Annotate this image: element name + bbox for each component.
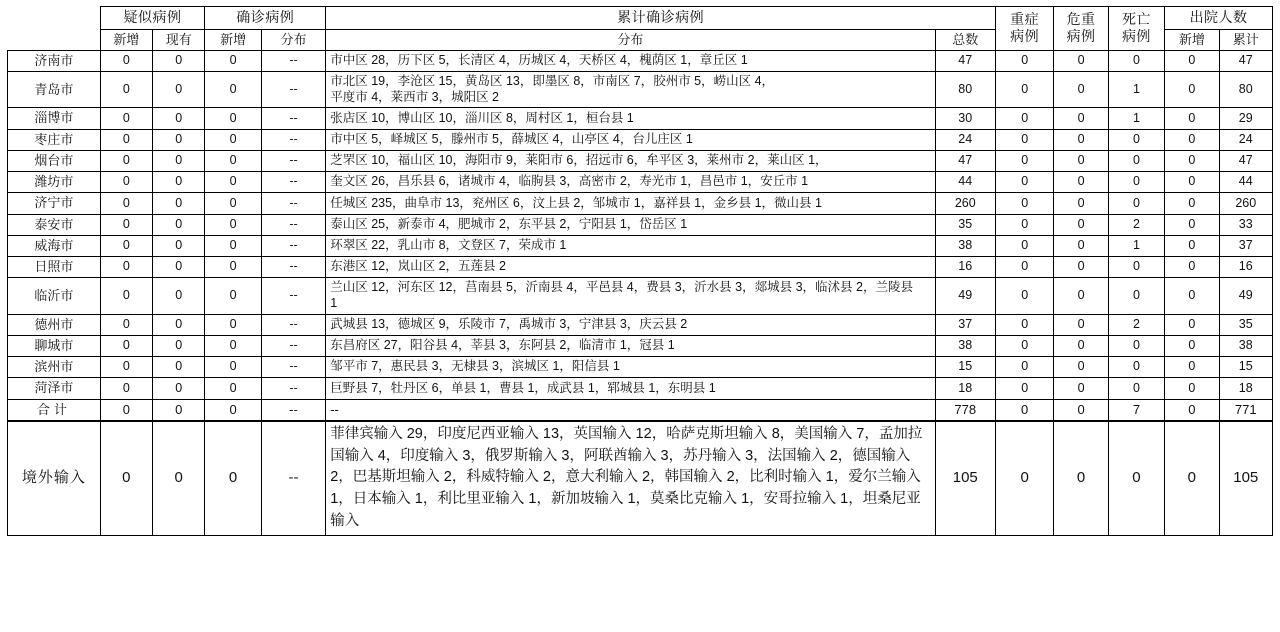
cell-confirmed-new: 0 (205, 357, 261, 378)
cell-confirmed-distribution: -- (261, 172, 325, 193)
cell-severe: 0 (995, 72, 1053, 108)
cell-confirmed-distribution: -- (261, 357, 325, 378)
header-critical-line2: 病例 (1066, 28, 1096, 45)
cell-suspected-current: 0 (153, 378, 205, 399)
cell-severe: 0 (995, 172, 1053, 193)
cell-death: 0 (1108, 278, 1164, 314)
cell-suspected-current: 0 (153, 399, 205, 421)
cell-severe: 0 (995, 214, 1053, 235)
header-sub-confirmed-distribution: 分布 (261, 29, 325, 50)
cell-critical: 0 (1054, 129, 1108, 150)
cell-cumulative-total: 30 (935, 108, 995, 129)
header-death-line1: 死亡 (1121, 10, 1151, 27)
cell-severe: 0 (995, 108, 1053, 129)
row-city: 临沂市 (8, 278, 101, 314)
header-sub-cumulative-total: 总数 (935, 29, 995, 50)
cell-cumulative-total: 49 (935, 278, 995, 314)
cell-confirmed-new: 0 (205, 257, 261, 278)
header-row-groups (8, 7, 1273, 30)
cell-suspected-new: 0 (100, 72, 152, 108)
cell-discharged-cumulative: 80 (1219, 72, 1272, 108)
header-group-cumulative-confirmed: 累计确诊病例 (326, 7, 996, 30)
cell-discharged-new: 0 (1165, 235, 1219, 256)
row-city: 菏泽市 (8, 378, 101, 399)
row-city: 德州市 (8, 314, 101, 335)
row-city: 滨州市 (8, 357, 101, 378)
cell-discharged-new: 0 (1165, 421, 1219, 535)
cell-critical: 0 (1054, 50, 1108, 71)
cell-discharged-new: 0 (1165, 172, 1219, 193)
cell-cumulative-distribution: 市中区 28，历下区 5，长清区 4，历城区 4，天桥区 4，槐荫区 1，章丘区 1 (326, 50, 935, 71)
cell-death: 7 (1108, 399, 1164, 421)
cell-suspected-new: 0 (100, 150, 152, 171)
row-city: 境外输入 (8, 421, 101, 535)
row-city: 日照市 (8, 257, 101, 278)
cell-cumulative-distribution: 东昌府区 27，阳谷县 4，莘县 3，东阿县 2，临清市 1，冠县 1 (326, 335, 935, 356)
table-row (8, 357, 1273, 378)
cell-critical: 0 (1054, 421, 1108, 535)
cell-confirmed-distribution: -- (261, 193, 325, 214)
cell-death: 0 (1108, 378, 1164, 399)
cell-discharged-new: 0 (1165, 378, 1219, 399)
cell-death: 1 (1108, 108, 1164, 129)
cell-suspected-current: 0 (153, 50, 205, 71)
cell-critical: 0 (1054, 378, 1108, 399)
epidemic-table-sheet (0, 6, 1280, 632)
row-city: 泰安市 (8, 214, 101, 235)
cell-discharged-new: 0 (1165, 129, 1219, 150)
cell-death: 0 (1108, 129, 1164, 150)
cell-cumulative-distribution: 武城县 13，德城区 9，乐陵市 7，禹城市 3，宁津县 3，庆云县 2 (326, 314, 935, 335)
cell-discharged-new: 0 (1165, 193, 1219, 214)
cell-suspected-current: 0 (153, 278, 205, 314)
cell-cumulative-total: 105 (935, 421, 995, 535)
cell-discharged-cumulative: 105 (1219, 421, 1272, 535)
cell-discharged-new: 0 (1165, 50, 1219, 71)
cell-suspected-new: 0 (100, 108, 152, 129)
cell-cumulative-total: 47 (935, 150, 995, 171)
cell-suspected-new: 0 (100, 50, 152, 71)
cell-confirmed-distribution: -- (261, 314, 325, 335)
cell-death: 0 (1108, 50, 1164, 71)
row-city: 济南市 (8, 50, 101, 71)
table-row (8, 257, 1273, 278)
cell-discharged-new: 0 (1165, 150, 1219, 171)
cell-death: 0 (1108, 357, 1164, 378)
cell-cumulative-distribution: 芝罘区 10，福山区 10，海阳市 9，莱阳市 6，招远市 6，牟平区 3，莱州市 2，莱山区 1， (326, 150, 935, 171)
cell-discharged-cumulative: 35 (1219, 314, 1272, 335)
cell-discharged-cumulative: 260 (1219, 193, 1272, 214)
table-row-imported (8, 421, 1273, 535)
cell-suspected-new: 0 (100, 278, 152, 314)
cell-death: 0 (1108, 335, 1164, 356)
header-severe-line2: 病例 (1010, 28, 1040, 45)
cell-confirmed-new: 0 (205, 214, 261, 235)
cell-confirmed-new: 0 (205, 421, 261, 535)
cell-suspected-current: 0 (153, 172, 205, 193)
header-sub-cumulative-distribution: 分布 (326, 29, 935, 50)
cell-severe: 0 (995, 150, 1053, 171)
cell-confirmed-new: 0 (205, 193, 261, 214)
row-city: 潍坊市 (8, 172, 101, 193)
cell-suspected-current: 0 (153, 72, 205, 108)
cell-discharged-new: 0 (1165, 357, 1219, 378)
cell-cumulative-distribution: 环翠区 22，乳山市 8，文登区 7，荣成市 1 (326, 235, 935, 256)
cell-discharged-new: 0 (1165, 257, 1219, 278)
header-group-discharged: 出院人数 (1165, 7, 1273, 30)
cell-suspected-current: 0 (153, 335, 205, 356)
table-row (8, 235, 1273, 256)
cell-confirmed-distribution: -- (261, 378, 325, 399)
cell-death: 1 (1108, 235, 1164, 256)
cell-suspected-current: 0 (153, 357, 205, 378)
cell-cumulative-distribution: 张店区 10，博山区 10，淄川区 8，周村区 1，桓台县 1 (326, 108, 935, 129)
cell-critical: 0 (1054, 72, 1108, 108)
cell-discharged-new: 0 (1165, 214, 1219, 235)
cell-death: 0 (1108, 193, 1164, 214)
row-city: 青岛市 (8, 72, 101, 108)
header-sub-discharged-cumulative: 累计 (1219, 29, 1272, 50)
header-group-death (1108, 7, 1164, 51)
cell-death: 0 (1108, 150, 1164, 171)
header-group-severe (995, 7, 1053, 51)
header-death-line2: 病例 (1121, 28, 1151, 45)
cell-cumulative-distribution: 东港区 12，岚山区 2，五莲县 2 (326, 257, 935, 278)
cell-suspected-current: 0 (153, 193, 205, 214)
cell-severe: 0 (995, 421, 1053, 535)
cell-discharged-cumulative: 24 (1219, 129, 1272, 150)
header-group-confirmed: 确诊病例 (205, 7, 326, 30)
cell-severe: 0 (995, 357, 1053, 378)
cell-cumulative-total: 24 (935, 129, 995, 150)
table-body (8, 50, 1273, 535)
cell-cumulative-distribution: 泰山区 25，新泰市 4，肥城市 2，东平县 2，宁阳县 1，岱岳区 1 (326, 214, 935, 235)
header-sub-confirmed-new: 新增 (205, 29, 261, 50)
cell-suspected-new: 0 (100, 357, 152, 378)
cell-suspected-new: 0 (100, 399, 152, 421)
cell-suspected-current: 0 (153, 421, 205, 535)
header-corner-cell (8, 7, 101, 51)
cell-confirmed-new: 0 (205, 172, 261, 193)
cell-death: 0 (1108, 257, 1164, 278)
cell-confirmed-distribution: -- (261, 278, 325, 314)
cell-suspected-current: 0 (153, 150, 205, 171)
cell-confirmed-distribution: -- (261, 129, 325, 150)
cell-cumulative-total: 35 (935, 214, 995, 235)
cell-confirmed-new: 0 (205, 72, 261, 108)
cell-discharged-cumulative: 16 (1219, 257, 1272, 278)
row-city: 聊城市 (8, 335, 101, 356)
cell-critical: 0 (1054, 357, 1108, 378)
cell-cumulative-distribution: 巨野县 7，牡丹区 6，单县 1，曹县 1，成武县 1，郓城县 1，东明县 1 (326, 378, 935, 399)
cell-death: 2 (1108, 214, 1164, 235)
cell-confirmed-distribution: -- (261, 108, 325, 129)
cell-discharged-new: 0 (1165, 399, 1219, 421)
cell-cumulative-total: 15 (935, 357, 995, 378)
cell-discharged-cumulative: 771 (1219, 399, 1272, 421)
table-row (8, 335, 1273, 356)
cell-severe: 0 (995, 278, 1053, 314)
cell-death: 0 (1108, 421, 1164, 535)
table-row (8, 378, 1273, 399)
cell-death: 0 (1108, 172, 1164, 193)
cell-death: 1 (1108, 72, 1164, 108)
cell-discharged-cumulative: 38 (1219, 335, 1272, 356)
cell-suspected-current: 0 (153, 108, 205, 129)
table-row (8, 278, 1273, 314)
table-row-total (8, 399, 1273, 421)
cell-discharged-cumulative: 47 (1219, 50, 1272, 71)
cell-confirmed-distribution: -- (261, 214, 325, 235)
header-severe-line1: 重症 (1010, 10, 1040, 27)
cell-suspected-new: 0 (100, 193, 152, 214)
row-city: 威海市 (8, 235, 101, 256)
cell-severe: 0 (995, 193, 1053, 214)
cell-critical: 0 (1054, 235, 1108, 256)
table-row (8, 72, 1273, 108)
table-header (8, 7, 1273, 51)
cell-cumulative-total: 80 (935, 72, 995, 108)
header-sub-suspected-current: 现有 (153, 29, 205, 50)
cell-cumulative-distribution: -- (326, 399, 935, 421)
cell-confirmed-new: 0 (205, 150, 261, 171)
cell-cumulative-distribution: 菲律宾输入 29，印度尼西亚输入 13，英国输入 12，哈萨克斯坦输入 8，美国输入 7，孟加拉国输入 4，印度输入 3，俄罗斯输入 3，阿联酋输入 3，苏丹输入 3，法国输入 2，德国输入 2，巴基斯坦输入 2，科威特输入 2，意大利输入 2，韩国输入 2，比利时输入 1，爱尔兰输入 1，日本输入 1，利比里亚输入 1，新加坡输入 1，莫桑比克输入 1，安哥拉输入 1，坦桑尼亚输入 (326, 421, 935, 535)
cell-discharged-cumulative: 49 (1219, 278, 1272, 314)
epidemic-statistics-table (7, 6, 1273, 536)
cell-discharged-new: 0 (1165, 108, 1219, 129)
cell-discharged-cumulative: 18 (1219, 378, 1272, 399)
table-row (8, 108, 1273, 129)
cell-confirmed-new: 0 (205, 235, 261, 256)
cell-discharged-cumulative: 15 (1219, 357, 1272, 378)
cell-cumulative-total: 38 (935, 335, 995, 356)
header-group-critical (1054, 7, 1108, 51)
cell-critical: 0 (1054, 399, 1108, 421)
header-sub-discharged-new: 新增 (1165, 29, 1219, 50)
cell-suspected-new: 0 (100, 335, 152, 356)
cell-severe: 0 (995, 378, 1053, 399)
cell-confirmed-distribution: -- (261, 150, 325, 171)
row-city: 济宁市 (8, 193, 101, 214)
cell-suspected-current: 0 (153, 314, 205, 335)
header-group-suspected: 疑似病例 (100, 7, 205, 30)
cell-cumulative-distribution: 市中区 5，峄城区 5，滕州市 5，薛城区 4，山亭区 4，台儿庄区 1 (326, 129, 935, 150)
cell-cumulative-total: 44 (935, 172, 995, 193)
cell-discharged-cumulative: 29 (1219, 108, 1272, 129)
cell-cumulative-distribution: 奎文区 26，昌乐县 6，诸城市 4，临朐县 3，高密市 2，寿光市 1，昌邑市 1，安丘市 1 (326, 172, 935, 193)
table-row (8, 314, 1273, 335)
cell-severe: 0 (995, 399, 1053, 421)
cell-cumulative-distribution: 兰山区 12，河东区 12，莒南县 5，沂南县 4，平邑县 4，费县 3，沂水县 3，郯城县 3，临沭县 2，兰陵县 1 (326, 278, 935, 314)
cell-cumulative-distribution: 市北区 19，李沧区 15，黄岛区 13，即墨区 8，市南区 7，胶州市 5，崂山区 4， 平度市 4，莱西市 3，城阳区 2 (326, 72, 935, 108)
header-critical-line1: 危重 (1066, 10, 1096, 27)
cell-critical: 0 (1054, 335, 1108, 356)
cell-severe: 0 (995, 257, 1053, 278)
cell-suspected-new: 0 (100, 378, 152, 399)
cell-confirmed-distribution: -- (261, 72, 325, 108)
cell-suspected-current: 0 (153, 235, 205, 256)
cell-critical: 0 (1054, 193, 1108, 214)
cell-cumulative-total: 38 (935, 235, 995, 256)
cell-confirmed-new: 0 (205, 314, 261, 335)
cell-suspected-new: 0 (100, 172, 152, 193)
cell-critical: 0 (1054, 172, 1108, 193)
cell-discharged-new: 0 (1165, 314, 1219, 335)
cell-cumulative-total: 47 (935, 50, 995, 71)
cell-confirmed-distribution: -- (261, 235, 325, 256)
cell-confirmed-new: 0 (205, 335, 261, 356)
table-row (8, 50, 1273, 71)
cell-discharged-cumulative: 37 (1219, 235, 1272, 256)
cell-cumulative-total: 778 (935, 399, 995, 421)
cell-confirmed-new: 0 (205, 129, 261, 150)
row-city: 枣庄市 (8, 129, 101, 150)
cell-discharged-new: 0 (1165, 278, 1219, 314)
cell-suspected-current: 0 (153, 214, 205, 235)
cell-confirmed-distribution: -- (261, 399, 325, 421)
cell-cumulative-total: 18 (935, 378, 995, 399)
cell-critical: 0 (1054, 278, 1108, 314)
table-row (8, 129, 1273, 150)
cell-confirmed-new: 0 (205, 378, 261, 399)
cell-cumulative-total: 260 (935, 193, 995, 214)
cell-suspected-new: 0 (100, 257, 152, 278)
cell-critical: 0 (1054, 314, 1108, 335)
cell-suspected-new: 0 (100, 235, 152, 256)
cell-confirmed-new: 0 (205, 108, 261, 129)
header-sub-suspected-new: 新增 (100, 29, 152, 50)
cell-cumulative-total: 37 (935, 314, 995, 335)
cell-severe: 0 (995, 50, 1053, 71)
cell-cumulative-total: 16 (935, 257, 995, 278)
cell-discharged-cumulative: 44 (1219, 172, 1272, 193)
cell-cumulative-distribution: 邹平市 7，惠民县 3，无棣县 3，滨城区 1，阳信县 1 (326, 357, 935, 378)
cell-critical: 0 (1054, 108, 1108, 129)
cell-death: 2 (1108, 314, 1164, 335)
cell-severe: 0 (995, 335, 1053, 356)
cell-critical: 0 (1054, 214, 1108, 235)
cell-suspected-current: 0 (153, 129, 205, 150)
cell-discharged-cumulative: 33 (1219, 214, 1272, 235)
row-city: 淄博市 (8, 108, 101, 129)
table-row (8, 172, 1273, 193)
cell-suspected-new: 0 (100, 314, 152, 335)
cell-discharged-cumulative: 47 (1219, 150, 1272, 171)
cell-critical: 0 (1054, 150, 1108, 171)
table-row (8, 150, 1273, 171)
cell-confirmed-distribution: -- (261, 335, 325, 356)
cell-confirmed-new: 0 (205, 399, 261, 421)
cell-cumulative-distribution: 任城区 235，曲阜市 13，兖州区 6，汶上县 2，邹城市 1，嘉祥县 1，金乡县 1，微山县 1 (326, 193, 935, 214)
cell-confirmed-distribution: -- (261, 421, 325, 535)
cell-suspected-current: 0 (153, 257, 205, 278)
table-row (8, 214, 1273, 235)
cell-severe: 0 (995, 129, 1053, 150)
cell-suspected-new: 0 (100, 421, 152, 535)
cell-confirmed-new: 0 (205, 278, 261, 314)
table-row (8, 193, 1273, 214)
cell-confirmed-distribution: -- (261, 50, 325, 71)
cell-suspected-new: 0 (100, 129, 152, 150)
cell-discharged-new: 0 (1165, 335, 1219, 356)
cell-severe: 0 (995, 235, 1053, 256)
cell-critical: 0 (1054, 257, 1108, 278)
row-city: 合计 (8, 399, 101, 421)
cell-confirmed-new: 0 (205, 50, 261, 71)
row-city: 烟台市 (8, 150, 101, 171)
cell-discharged-new: 0 (1165, 72, 1219, 108)
cell-severe: 0 (995, 314, 1053, 335)
cell-suspected-new: 0 (100, 214, 152, 235)
cell-confirmed-distribution: -- (261, 257, 325, 278)
